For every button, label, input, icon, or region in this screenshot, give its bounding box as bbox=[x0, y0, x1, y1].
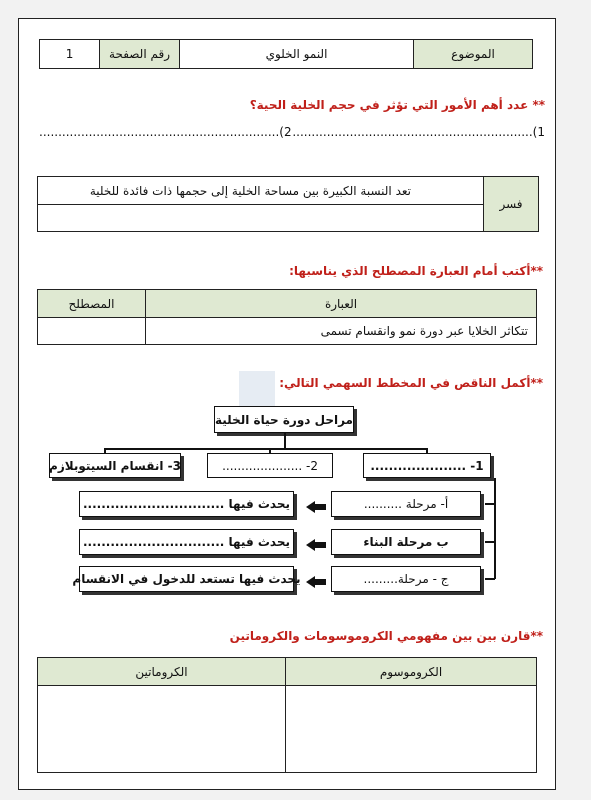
question-1-item-2: 2)............................................................... bbox=[39, 125, 292, 139]
phase-c-description: يحدث فيها تستعد للدخول في الانقسام bbox=[72, 572, 301, 586]
phase-a-box bbox=[331, 491, 481, 517]
statement-header: العبارة bbox=[324, 296, 358, 311]
root-label: مراحل دورة حياة الخلية bbox=[215, 412, 353, 427]
statement-row: تتكاثر الخلايا عبر دورة نمو وانقسام تسمى bbox=[320, 324, 528, 338]
phase-b-description-box bbox=[79, 529, 294, 555]
statement-row-cell bbox=[145, 317, 537, 345]
question-4-title: **قارن بين بين مفهومي الكروموسومات والكروماتين bbox=[229, 629, 543, 643]
arrow-b-icon bbox=[306, 536, 326, 555]
arrow-a-icon bbox=[306, 498, 326, 517]
page-number-label: رقم الصفحة bbox=[109, 47, 170, 61]
branch-2-box bbox=[207, 453, 333, 478]
worksheet-page bbox=[18, 18, 556, 790]
root-box bbox=[214, 406, 354, 433]
chromatin-answer-cell[interactable] bbox=[37, 685, 286, 773]
phase-c-box bbox=[331, 566, 481, 592]
chromosome-answer-cell[interactable] bbox=[285, 685, 537, 773]
question-1-title: ** عدد أهم الأمور التي تؤثر في حجم الخلية الحية؟ bbox=[249, 98, 545, 112]
subject-label: الموضوع bbox=[451, 47, 495, 61]
phase-c-tick bbox=[485, 578, 495, 580]
branch-bar bbox=[104, 448, 427, 450]
chromosome-header-cell bbox=[285, 657, 537, 686]
root-connector bbox=[284, 433, 286, 449]
term-header-cell bbox=[37, 289, 146, 318]
branch-3-label: 3- انقسام السيتوبلازم bbox=[49, 458, 181, 473]
branch-1-box bbox=[363, 453, 491, 478]
phase-b-label: ب مرحلة البناء bbox=[363, 535, 449, 549]
explain-answer-cell[interactable] bbox=[37, 204, 484, 232]
subject-value: النمو الخلوي bbox=[265, 47, 328, 61]
phase-b-box bbox=[331, 529, 481, 555]
watermark-logo bbox=[239, 371, 275, 407]
explain-statement: تعد النسبة الكبيرة بين مساحة الخلية إلى حجمها ذات فائدة للخلية bbox=[89, 183, 411, 198]
statement-header-cell bbox=[145, 289, 537, 318]
page-value-cell bbox=[39, 39, 100, 69]
phase-b-description: يحدث فيها ............................... bbox=[83, 535, 290, 549]
page-label-cell bbox=[99, 39, 180, 69]
phase-a-description: يحدث فيها ............................... bbox=[83, 497, 290, 511]
subject-label-cell bbox=[413, 39, 533, 69]
chromatin-header-cell bbox=[37, 657, 286, 686]
branch-3-box bbox=[49, 453, 181, 478]
arrow-c-icon bbox=[306, 573, 326, 592]
question-2-title: **أكتب أمام العبارة المصطلح الذي يناسبها: bbox=[289, 264, 543, 278]
term-header: المصطلح bbox=[68, 296, 115, 311]
question-1-item-1: 1)............................................................... bbox=[292, 125, 545, 139]
subject-value-cell bbox=[179, 39, 414, 69]
explain-statement-cell bbox=[37, 176, 484, 205]
phase-c-label: ج - مرحلة......... bbox=[363, 572, 449, 586]
branch-2-label: 2- ..................... bbox=[222, 458, 318, 473]
phase-a-tick bbox=[485, 503, 495, 505]
phase-spine bbox=[494, 478, 496, 579]
chromosome-header: الكروموسوم bbox=[379, 664, 443, 679]
explain-label-cell bbox=[483, 176, 539, 232]
phase-c-description-box bbox=[72, 566, 301, 592]
page-number-value: 1 bbox=[65, 47, 74, 61]
question-3-title: **أكمل الناقص في المخطط السهمي التالي: bbox=[279, 376, 543, 390]
term-answer-cell[interactable] bbox=[37, 317, 146, 345]
phase-a-label: أ- مرحلة .......... bbox=[363, 497, 449, 511]
chromatin-header: الكروماتين bbox=[135, 664, 188, 679]
phase-b-tick bbox=[485, 541, 495, 543]
explain-label: فسر bbox=[499, 197, 523, 211]
phase-a-description-box bbox=[79, 491, 294, 517]
branch-1-label: 1- ..................... bbox=[370, 458, 484, 473]
